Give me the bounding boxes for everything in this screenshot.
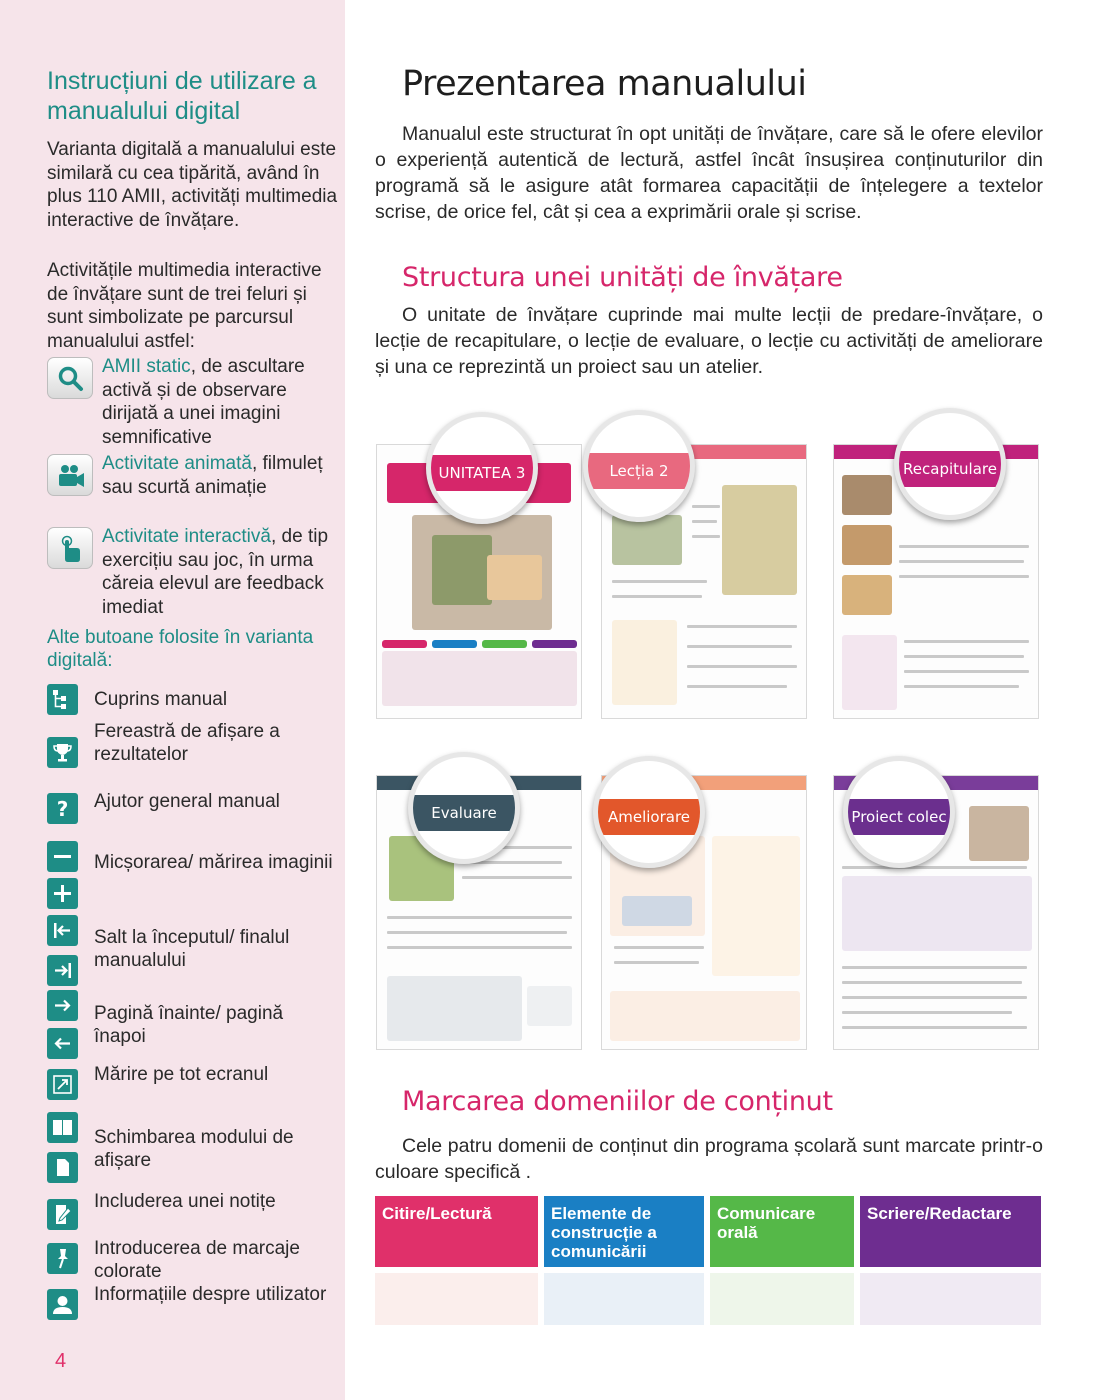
svg-text:?: ? (56, 797, 69, 820)
button-legend-label: Schimbarea modului de afișare (94, 1127, 294, 1171)
single-page-view-icon (47, 1152, 78, 1183)
two-page-view-icon (47, 1112, 78, 1143)
lens-label: UNITATEA 3 (431, 455, 533, 491)
amii-interactive-name: Activitate interactivă (102, 526, 271, 547)
amii-animated-name: Activitate animată (102, 453, 252, 474)
hand-pointer-icon (47, 527, 93, 569)
zoom-lens-recap (894, 408, 1006, 520)
minus-icon (47, 841, 78, 872)
sidebar-intro: Varianta digitală a manualului este similară cu cea tipărită, având în plus 110 AMII, activități multimedia interactive de învățare. (47, 139, 338, 231)
section-title-domains: Marcarea domeniilor de conținut (402, 1086, 833, 1117)
button-legend-label: Includerea unei notițe (94, 1191, 276, 1212)
note-pencil-icon (47, 1199, 78, 1230)
domain-communication-elements-cell (544, 1273, 704, 1325)
domain-reading-cell (375, 1273, 538, 1325)
intro-paragraph: Manualul este structurat în opt unități de învățare, care să le ofere elevilor o experiență autentică de lectură, astfel încât însușirea conținuturilor din programă să le asigure atât formarea capacității de înțelegere a textelor scrise, de orice fel, cât și cea a exprimării orale și scrise. (375, 123, 1043, 223)
button-legend-label: Cuprins manual (94, 689, 228, 710)
button-legend-label: Salt la începutul/ finalul manualului (94, 927, 290, 971)
button-legend-label: Ajutor general manual (94, 791, 280, 812)
button-legend-label: Mărire pe tot ecranul (94, 1064, 269, 1085)
amii-static-name: AMII static (102, 356, 191, 377)
arrow-right-icon (47, 990, 78, 1021)
domain-writing-header: Scriere/Redactare (860, 1196, 1041, 1267)
zoom-lens-project (843, 756, 955, 868)
other-buttons-title: Alte butoane folosite în varianta digitală: (47, 627, 314, 671)
button-legend-label: Fereastră de afișare a rezultatelor (94, 721, 280, 765)
domain-writing-cell (860, 1273, 1041, 1325)
jump-to-end-icon (47, 955, 78, 986)
zoom-lens-remediation (593, 756, 705, 868)
sidebar (0, 0, 345, 1400)
question-mark-icon (47, 793, 78, 824)
video-camera-icon (47, 454, 93, 496)
arrow-left-icon (47, 1028, 78, 1059)
structure-paragraph: O unitate de învățare cuprinde mai multe lecții de predare-învățare, o lecție de recapitulare, o lecție de evaluare, o lecție cu activități de ameliorare și una ce reprezintă un proiect sau un atelier. (375, 304, 1043, 378)
lens-label: Lecția 2 (588, 453, 690, 489)
amii-interactive-desc: , de tip exercițiu sau joc, în urma căreia elevul are feedback imediat (102, 526, 329, 618)
lens-label: Ameliorare (598, 799, 700, 835)
fullscreen-icon (47, 1069, 78, 1100)
sidebar-intro-2: Activitățile multimedia interactive de învățare sunt de trei feluri și sunt simbolizate pe parcursul manualului astfel: (47, 260, 322, 352)
domains-paragraph: Cele patru domenii de conținut din programa școlară sunt marcate printr-o culoare specifică . (375, 1135, 1043, 1183)
magnifier-icon (47, 357, 93, 399)
trophy-icon (47, 737, 78, 768)
domain-communication-elements-header: Elemente de construcție a comunicării (544, 1196, 704, 1267)
domain-oral-communication-cell (710, 1273, 854, 1325)
zoom-lens-unit (426, 412, 538, 524)
zoom-lens-lesson (583, 410, 695, 522)
sidebar-title: Instrucțiuni de utilizare a manualului digital (47, 67, 317, 125)
jump-to-start-icon (47, 915, 78, 946)
lens-label: Evaluare (413, 795, 515, 831)
page-title: Prezentarea manualului (402, 64, 807, 104)
table-of-contents-icon (47, 684, 78, 715)
lens-label: Proiect colec (848, 799, 950, 835)
button-legend-label: Informațiile despre utilizator (94, 1284, 327, 1305)
amii-static-desc: , de ascultare activă și de observare dirijată a unei imagini semnificative (102, 356, 305, 448)
lens-label: Recapitulare (899, 451, 1001, 487)
pushpin-icon (47, 1243, 78, 1274)
section-title-structure: Structura unei unități de învățare (402, 262, 843, 293)
domain-reading-header: Citire/Lectură (375, 1196, 538, 1267)
button-legend-label: Pagină înainte/ pagină înapoi (94, 1003, 284, 1047)
page-number: 4 (55, 1350, 67, 1372)
button-legend-label: Introducerea de marcaje colorate (94, 1238, 300, 1282)
domain-oral-communication-header: Comunicare orală (710, 1196, 854, 1267)
user-icon (47, 1289, 78, 1320)
plus-icon (47, 878, 78, 909)
button-legend-label: Micșorarea/ mărirea imaginii (94, 852, 333, 873)
amii-animated-desc: , filmuleț sau scurtă animație (102, 453, 323, 498)
zoom-lens-evaluation (408, 752, 520, 864)
